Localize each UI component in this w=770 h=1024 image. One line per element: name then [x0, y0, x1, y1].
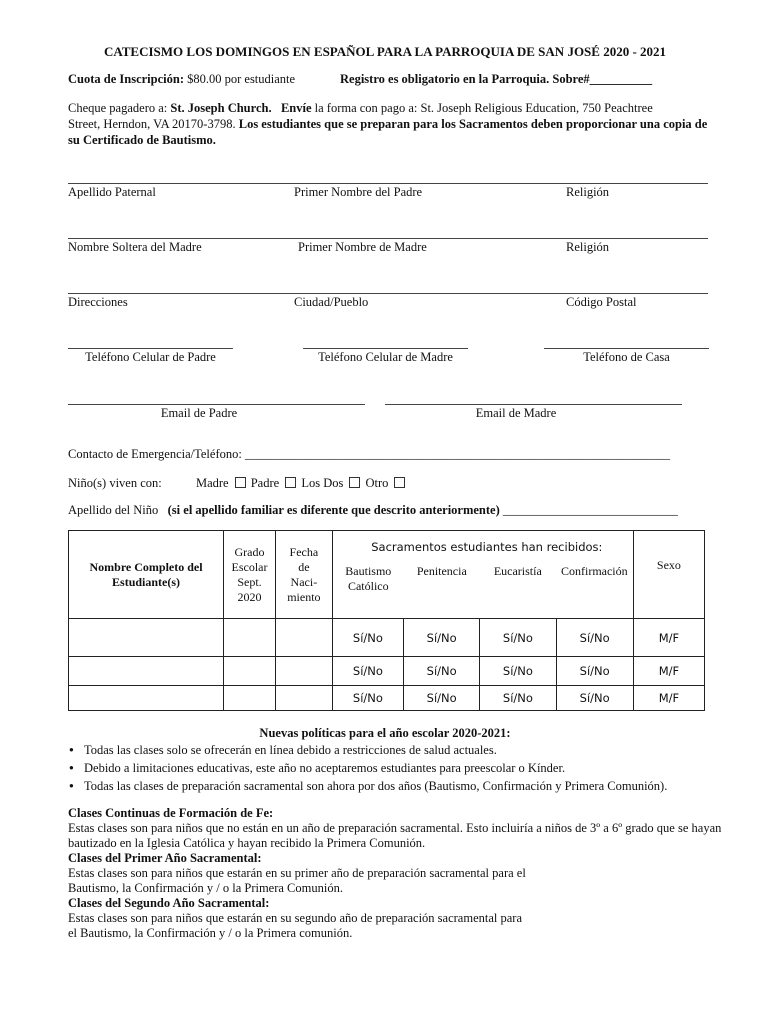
- class-text: Estas clases son para niños que estarán en su primer año de preparación sacramental para el Bautismo, la Confirmación y / o la Primera Comunión.: [68, 866, 526, 895]
- field-line-father-cell[interactable]: [68, 348, 233, 349]
- label-father-cell: Teléfono Celular de Padre: [85, 350, 216, 364]
- list-item: ● Todas las clases de preparación sacramental son ahora por dos años (Bautismo, Confirmación y Primera Comunión).: [84, 777, 764, 795]
- label-address: Direcciones: [68, 295, 128, 309]
- label-mother-cell: Teléfono Celular de Madre: [318, 350, 453, 364]
- payment-prefix: Cheque pagadero a:: [68, 101, 171, 115]
- child-surname-blank: ____________________________: [499, 503, 678, 517]
- fee-label: Cuota de Inscripción:: [68, 72, 184, 86]
- lives-with: [68, 476, 407, 491]
- confirmation-cell[interactable]: Sí/No: [556, 619, 633, 657]
- checkbox-padre[interactable]: [285, 477, 296, 488]
- header-sex: Sexo: [633, 531, 704, 619]
- checkbox-otro[interactable]: [394, 477, 405, 488]
- students-table: [68, 530, 705, 711]
- checkbox-los-dos[interactable]: [349, 477, 360, 488]
- penance-cell[interactable]: Sí/No: [404, 686, 480, 711]
- payment-instructions: [68, 100, 718, 148]
- label-father-email: Email de Padre: [160, 406, 238, 420]
- option-los-dos: Los Dos: [301, 476, 344, 490]
- label-father-name: Primer Nombre del Padre: [294, 185, 423, 199]
- class-heading: Clases del Primer Año Sacramental:: [68, 851, 262, 865]
- eucharist-cell[interactable]: Sí/No: [480, 686, 556, 711]
- penance-cell[interactable]: Sí/No: [404, 657, 480, 686]
- eucharist-cell[interactable]: Sí/No: [480, 619, 556, 657]
- policies-list: [68, 741, 764, 795]
- checkbox-madre[interactable]: [235, 477, 246, 488]
- sex-cell[interactable]: M/F: [633, 619, 704, 657]
- label-mother-maiden: Nombre Soltera del Madre: [68, 240, 202, 254]
- policies-heading: Nuevas políticas para el año escolar 2020-2021:: [259, 726, 511, 740]
- child-surname-field[interactable]: [68, 503, 713, 518]
- confirmation-cell[interactable]: Sí/No: [556, 686, 633, 711]
- option-padre: Padre: [250, 476, 280, 490]
- label-mother-religion: Religión: [566, 240, 610, 254]
- table-row: [69, 686, 705, 711]
- sacraments-group: [332, 531, 633, 619]
- header-baptism: Bautismo Católico: [345, 564, 392, 593]
- label-mother-name: Primer Nombre de Madre: [298, 240, 427, 254]
- label-father-religion: Religión: [566, 185, 610, 199]
- header-sacraments: Sacramentos estudiantes han recibidos:: [371, 540, 603, 554]
- baptism-cell[interactable]: Sí/No: [332, 619, 403, 657]
- label-mother-email: Email de Madre: [475, 406, 557, 420]
- student-name-cell[interactable]: [69, 686, 224, 711]
- dob-cell[interactable]: [275, 619, 332, 657]
- child-surname-label: Apellido del Niño: [68, 503, 159, 517]
- penance-cell[interactable]: Sí/No: [404, 619, 480, 657]
- emergency-contact-field[interactable]: Contacto de Emergencia/Teléfono: ____________________________________________________________________: [68, 447, 670, 461]
- address-rest: , Herndon, VA 20170-3798.: [97, 117, 239, 131]
- student-name-cell[interactable]: [69, 619, 224, 657]
- list-item: ● Todas las clases solo se ofrecerán en línea debido a restricciones de salud actuales.: [84, 741, 764, 759]
- option-madre: Madre: [195, 476, 229, 490]
- label-zip: Código Postal: [566, 295, 637, 309]
- field-line-row1[interactable]: [68, 183, 708, 184]
- dob-cell[interactable]: [275, 657, 332, 686]
- field-line-row2[interactable]: [68, 238, 708, 239]
- registration-note: Registro es obligatorio en la Parroquia. Sobre#__________: [340, 72, 653, 86]
- grade-cell[interactable]: [224, 686, 276, 711]
- list-item: ● Debido a limitaciones educativas, este año no aceptaremos estudiantes para preescolar o Kínder.: [84, 759, 764, 777]
- header-eucharist: Eucaristía: [493, 564, 542, 578]
- field-line-row3[interactable]: [68, 293, 708, 294]
- classes-section: [68, 806, 723, 941]
- class-text: Estas clases son para niños que no están en un año de preparación sacramental. Esto incluiría a niños de 3º a 6º grado que se hayan bautizado en la Iglesia Católica y hayan recibido la Primera Comunión.: [68, 821, 722, 850]
- table-row: [69, 619, 705, 657]
- field-line-mother-cell[interactable]: [303, 348, 468, 349]
- fee-info: [68, 72, 295, 87]
- confirmation-cell[interactable]: Sí/No: [556, 657, 633, 686]
- page-title: CATECISMO LOS DOMINGOS EN ESPAÑOL PARA LA PARROQUIA DE SAN JOSÉ 2020 - 2021: [103, 44, 667, 59]
- grade-cell[interactable]: [224, 657, 276, 686]
- send-text: la forma con pago a: St. Joseph Religious Education, 750 Peachtree: [311, 101, 653, 115]
- send-label: Envíe: [280, 101, 312, 115]
- fee-value: $80.00 por estudiante: [187, 72, 296, 86]
- header-student-name: Nombre Completo del Estudiante(s): [69, 531, 224, 619]
- baptism-note: Los estudiantes que se preparan para los Sacramentos deben proporcionar una copia de su Certificado de Bautismo.: [68, 117, 708, 147]
- dob-cell[interactable]: [275, 686, 332, 711]
- header-dob: Fecha de Naci- miento: [275, 531, 332, 619]
- sex-cell[interactable]: M/F: [633, 686, 704, 711]
- table-row: [69, 657, 705, 686]
- grade-cell[interactable]: [224, 619, 276, 657]
- header-grade: Grado Escolar Sept. 2020: [224, 531, 276, 619]
- option-otro: Otro: [365, 476, 389, 490]
- field-line-mother-email[interactable]: [385, 404, 682, 405]
- label-father-surname: Apellido Paternal: [68, 185, 156, 199]
- class-heading: Clases del Segundo Año Sacramental:: [68, 896, 270, 910]
- payee: St. Joseph Church.: [170, 101, 272, 115]
- sex-cell[interactable]: M/F: [633, 657, 704, 686]
- address-line: Street: [68, 117, 98, 131]
- lives-with-label: Niño(s) viven con:: [68, 476, 162, 490]
- baptism-cell[interactable]: Sí/No: [332, 686, 403, 711]
- field-line-home-phone[interactable]: [544, 348, 709, 349]
- label-city: Ciudad/Pueblo: [294, 295, 369, 309]
- label-home-phone: Teléfono de Casa: [583, 350, 670, 364]
- class-text: Estas clases son para niños que estarán en su segundo año de preparación sacramental para el Bautismo, la Confirmación y / o la Primera comunión.: [68, 911, 522, 940]
- student-name-cell[interactable]: [69, 657, 224, 686]
- baptism-cell[interactable]: Sí/No: [332, 657, 403, 686]
- field-line-father-email[interactable]: [68, 404, 365, 405]
- header-penance: Penitencia: [416, 564, 467, 578]
- child-surname-note: (si el apellido familiar es diferente que descrito anteriormente): [167, 503, 500, 517]
- class-heading: Clases Continuas de Formación de Fe:: [68, 806, 274, 820]
- eucharist-cell[interactable]: Sí/No: [480, 657, 556, 686]
- header-confirmation: Confirmación: [560, 564, 628, 578]
